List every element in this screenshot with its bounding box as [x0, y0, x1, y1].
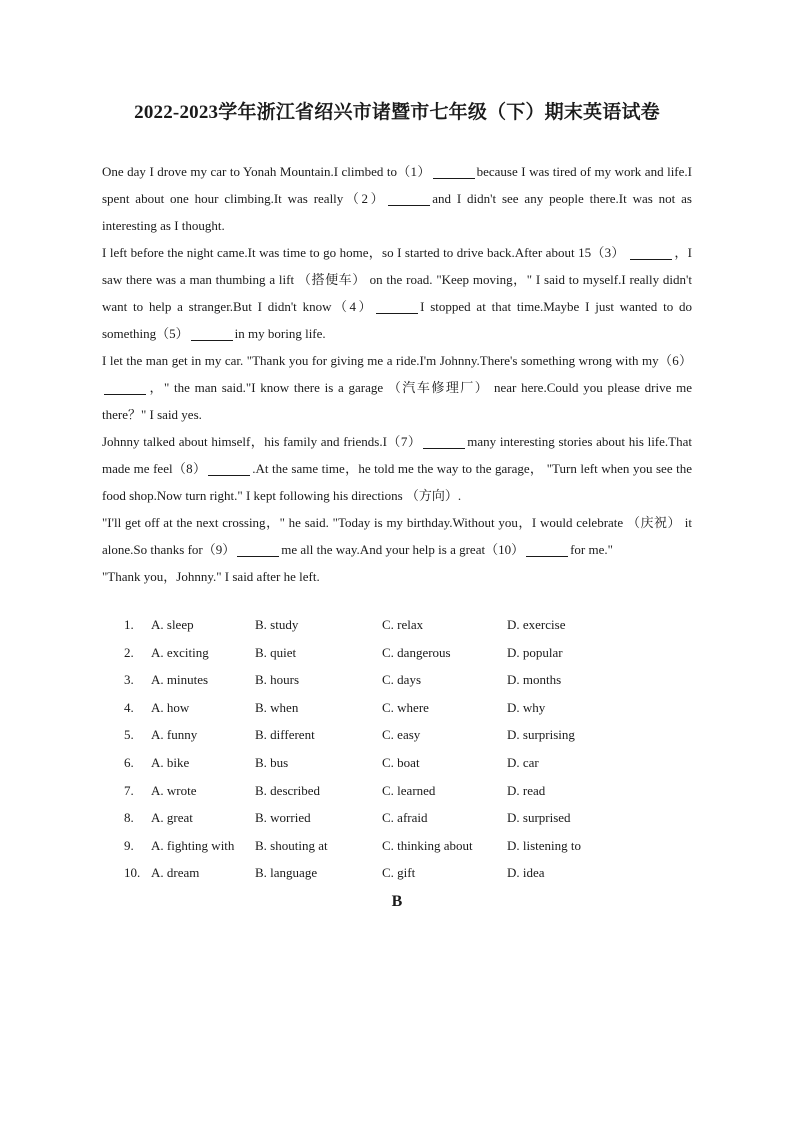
- question-number: 10.: [124, 865, 141, 881]
- paragraph-2: [102, 239, 692, 347]
- reading-passage: [102, 158, 692, 590]
- option-c[interactable]: C. gift: [382, 865, 416, 881]
- option-d[interactable]: D. surprised: [507, 810, 571, 826]
- option-d[interactable]: D. exercise: [507, 617, 566, 632]
- option-a[interactable]: A. sleep: [151, 617, 194, 632]
- option-d[interactable]: D. car: [507, 754, 539, 770]
- option-c[interactable]: C. learned: [382, 782, 436, 798]
- question-number: 4.: [124, 699, 134, 715]
- section-heading-b: B: [391, 893, 403, 910]
- option-d[interactable]: D. why: [507, 699, 546, 715]
- blank-5[interactable]: [191, 325, 233, 341]
- option-a[interactable]: A. fighting with: [151, 837, 235, 853]
- question-number: 2.: [124, 644, 134, 660]
- option-b[interactable]: B. study: [255, 617, 299, 632]
- paragraph-3: [102, 347, 692, 428]
- question-row: [124, 861, 644, 889]
- text: I stopped at that time.Maybe I just wanted to do something（5）: [102, 299, 692, 341]
- answer-options: [124, 613, 644, 889]
- question-number: 6.: [124, 754, 134, 770]
- option-a[interactable]: A. funny: [151, 727, 198, 743]
- option-c[interactable]: C. thinking about: [382, 837, 473, 853]
- text: Johnny talked about himself，his family and friends.I（7）: [102, 434, 422, 449]
- option-d[interactable]: D. idea: [507, 865, 545, 881]
- blank-6[interactable]: [104, 379, 146, 395]
- blank-8[interactable]: [208, 460, 250, 476]
- option-d[interactable]: D. months: [507, 672, 562, 688]
- text: in my boring life.: [234, 326, 326, 341]
- text: me all the way.And your help is a great（10）: [281, 542, 525, 557]
- text: I left before the night came.It was time to go home，so I started to drive back.After about 15（3）: [102, 245, 625, 260]
- option-a[interactable]: A. bike: [151, 754, 190, 770]
- blank-2[interactable]: [388, 190, 430, 206]
- page-title: 2022-2023学年浙江省绍兴市诸暨市七年级（下）期末英语试卷: [134, 102, 660, 123]
- question-number: 9.: [124, 837, 134, 853]
- option-a[interactable]: A. dream: [151, 865, 200, 881]
- text: One day I drove my car to Yonah Mountain.I climbed to（1）: [102, 164, 431, 179]
- option-b[interactable]: B. worried: [255, 810, 311, 826]
- blank-1[interactable]: [433, 163, 475, 179]
- option-c[interactable]: C. boat: [382, 754, 420, 770]
- question-number: 5.: [124, 727, 134, 743]
- question-number: 1.: [124, 617, 134, 632]
- option-a[interactable]: A. exciting: [151, 644, 209, 660]
- text: many interesting stories about his life.That made me feel（8）: [102, 434, 692, 476]
- option-b[interactable]: B. quiet: [255, 644, 297, 660]
- blank-3[interactable]: [630, 244, 672, 260]
- text: for me.": [570, 542, 613, 557]
- option-d[interactable]: D. surprising: [507, 727, 575, 743]
- option-c[interactable]: C. easy: [382, 727, 421, 743]
- question-row: [124, 779, 644, 807]
- paragraph-6: [102, 563, 692, 590]
- text: I let the man get in my car. "Thank you for giving me a ride.I'm Johnny.There's something wrong with my（6）: [102, 353, 692, 368]
- text: ，" the man said."I know there is a garage （汽车修理厂） near here.Could you please drive me there？" I said yes.: [102, 380, 692, 422]
- option-b[interactable]: B. language: [255, 865, 318, 881]
- question-row: [124, 806, 644, 834]
- question-row: [124, 751, 644, 779]
- blank-7[interactable]: [423, 433, 465, 449]
- option-a[interactable]: A. minutes: [151, 672, 209, 688]
- question-row: [124, 641, 644, 669]
- question-row: [124, 723, 644, 751]
- text: and I didn't see any people there.It was not as interesting as I thought.: [102, 191, 692, 233]
- option-a[interactable]: A. great: [151, 810, 193, 826]
- blank-4[interactable]: [376, 298, 418, 314]
- option-c[interactable]: C. where: [382, 699, 429, 715]
- option-b[interactable]: B. shouting at: [255, 837, 328, 853]
- option-d[interactable]: D. read: [507, 782, 546, 798]
- option-b[interactable]: B. hours: [255, 672, 300, 688]
- question-number: 3.: [124, 672, 134, 688]
- option-a[interactable]: A. how: [151, 699, 190, 715]
- question-number: 8.: [124, 810, 134, 826]
- option-c[interactable]: C. afraid: [382, 810, 428, 826]
- option-a[interactable]: A. wrote: [151, 782, 197, 798]
- blank-10[interactable]: [526, 541, 568, 557]
- option-d[interactable]: D. popular: [507, 644, 563, 660]
- option-b[interactable]: B. different: [255, 727, 315, 743]
- paragraph-1: [102, 158, 692, 239]
- option-b[interactable]: B. when: [255, 699, 299, 715]
- text: "I'll get off at the next crossing，" he said. "Today is my birthday.Without you，I would celebrate （庆祝） it alone.So thanks for（9）: [102, 515, 692, 557]
- paragraph-4: [102, 428, 692, 509]
- option-c[interactable]: C. relax: [382, 617, 424, 632]
- option-d[interactable]: D. listening to: [507, 837, 582, 853]
- text: "Thank you，Johnny." I said after he left.: [102, 569, 320, 584]
- text: ，I saw there was a man thumbing a lift （搭便车） on the road. "Keep moving，" I said to myself.I really didn't want to help a stranger.But I didn't know（4）: [102, 245, 692, 314]
- option-b[interactable]: B. bus: [255, 754, 289, 770]
- paragraph-5: [102, 509, 692, 563]
- question-row: [124, 668, 644, 696]
- option-c[interactable]: C. dangerous: [382, 644, 451, 660]
- question-number: 7.: [124, 782, 134, 798]
- question-row: [124, 834, 644, 862]
- question-row: [124, 613, 644, 641]
- blank-9[interactable]: [237, 541, 279, 557]
- question-row: [124, 696, 644, 724]
- option-c[interactable]: C. days: [382, 672, 421, 688]
- option-b[interactable]: B. described: [255, 782, 320, 798]
- text: because I was tired of my work and life.I spent about one hour climbing.It was really（2）: [102, 164, 692, 206]
- text: .At the same time，he told me the way to the garage， "Turn left when you see the food shop.Now turn right." I kept following his directions （方向）.: [102, 461, 693, 503]
